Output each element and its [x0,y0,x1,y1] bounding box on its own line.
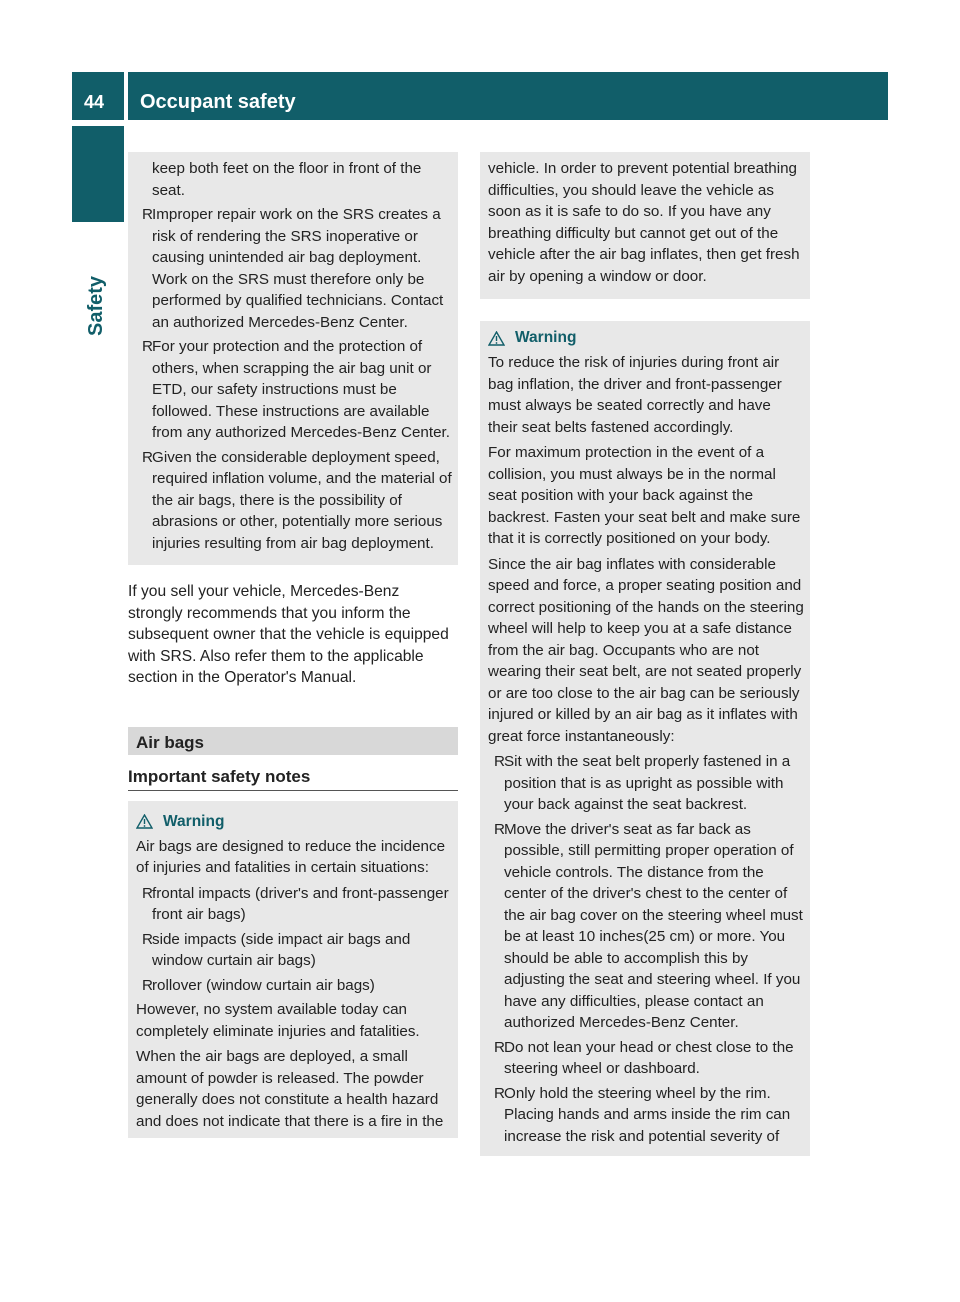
box-continued-text: vehicle. In order to prevent potential breathing difficulties, you should leave the vehicle as soon as it is safe to do so. If you have any breathing difficulty but cannot get out of the vehicle after the air bag inflates, then get fresh air by opening a window or door. [488,160,800,285]
page-title: Occupant safety [140,91,296,113]
box-intro-text: keep both feet on the floor in front of the seat. [152,160,422,199]
subsection-heading: Important safety notes [128,767,458,791]
warning-intro: Air bags are designed to reduce the incidence of injuries and fatalities in certain situations: [136,837,446,877]
warning-paragraph: Since the air bag inflates with considerable speed and force, a proper seating position and correct positioning of the hands on the steering wheel will help to keep you at a safe distance from the air bag. Occupants who are not wearing their seat belt, are not seated properly or are too close to the air bag can be seriously injured or killed by an air bag as it inflates with great force instantaneously: [488,555,804,745]
list-item: Rside impacts (side impact air bags and window curtain air bags) [142,930,411,970]
list-item: RImproper repair work on the SRS creates a risk of rendering the SRS inoperative or causing unintended air bag deployment. Work on the SRS must therefore only be performed by qualified technicians. Contact an authorized Mercedes-Benz Center. [142,206,444,331]
warning-box [128,801,458,1139]
list-item: RSit with the seat belt properly fastened in a position that is as upright as possible with your back against the seat backrest. [494,753,791,813]
list-item: RFor your protection and the protection of others, when scrapping the air bag unit or ETD, our safety instructions must be followed. These instructions are available from any authorized Mercedes-Benz Center. [142,338,450,441]
list-item: ROnly hold the steering wheel by the rim. Placing hands and arms inside the rim can increase the risk and potential severity of [494,1084,791,1145]
warning-header [136,813,452,831]
list-item: Rrollover (window curtain air bags) [142,976,375,994]
warning-box [480,321,810,1156]
warning-paragraph: For maximum protection in the event of a collision, you must always be in the normal seat position with your back against the backrest. Fasten your seat belt and make sure that it is correctly positioned on your body. [488,444,801,547]
section-tab-marker [72,126,124,222]
continued-warning-box [480,152,810,299]
warning-paragraph: However, no system available today can completely eliminate injuries and fatalities. [136,1001,420,1040]
warning-triangle-icon [136,814,153,829]
right-column [480,152,810,1156]
list-item: Rfrontal impacts (driver's and front-passenger front air bags) [142,884,449,924]
sell-vehicle-paragraph: If you sell your vehicle, Mercedes-Benz strongly recommends that you inform the subsequent owner that the vehicle is equipped with SRS. Also refer them to the applicable section in the Operator's Manual. [128,583,449,687]
warning-label: Warning [163,812,225,830]
left-column [128,152,458,1138]
section-heading: Air bags [128,727,458,755]
warning-triangle-icon [488,331,505,346]
section-tab-label: Safety [85,275,107,336]
warning-paragraph: To reduce the risk of injuries during front air bag inflation, the driver and front-passenger must always be seated correctly and have their seat belts fastened accordingly. [488,354,782,436]
warning-header [488,329,804,347]
page-number: 44 [84,92,105,112]
list-item: RGiven the considerable deployment speed, required inflation volume, and the material of the air bags, there is the possibility of abrasions or other, potentially more serious injuries resulting from air bag deployment. [142,448,452,552]
continued-warning-box [128,152,458,565]
list-item: RMove the driver's seat as far back as possible, still permitting proper operation of vehicle controls. The distance from the center of the driver's chest to the center of the air bag cover on the steering wheel must be at least 10 inches(25 cm) or more. You should be able to accomplish this by adjusting the seat and steering wheel. If you have any difficulties, please contact an authorized Mercedes-Benz Center. [494,820,803,1031]
warning-paragraph: When the air bags are deployed, a small amount of powder is released. The powder generally does not constitute a health hazard and does not indicate that there is a fire in the [136,1048,444,1130]
list-item: RDo not lean your head or chest close to the steering wheel or dashboard. [494,1038,794,1077]
warning-label: Warning [515,329,577,346]
